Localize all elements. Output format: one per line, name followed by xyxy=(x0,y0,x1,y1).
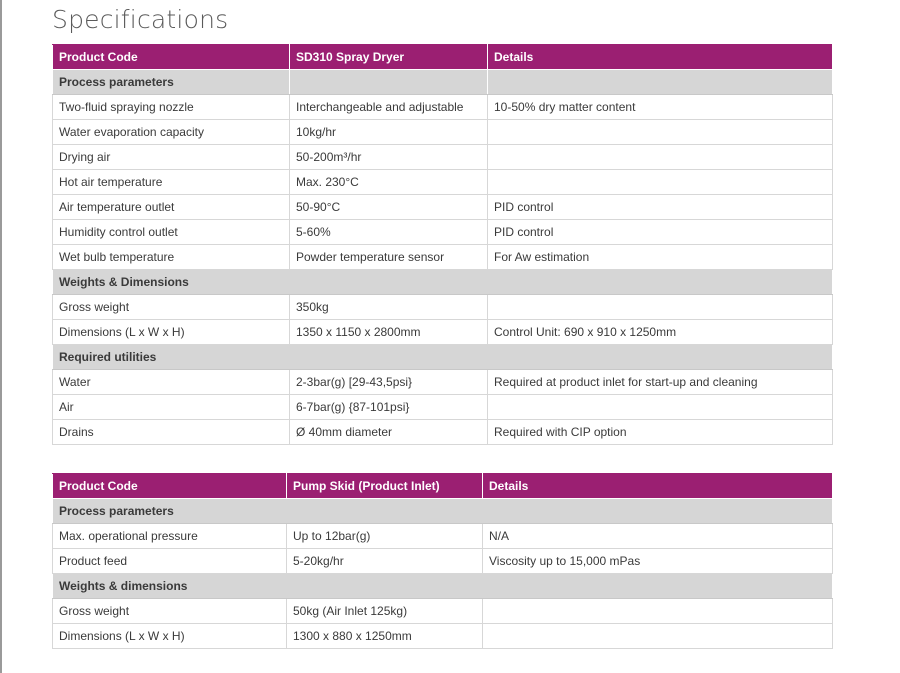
row-details xyxy=(488,120,833,145)
section-label: Required utilities xyxy=(53,345,833,370)
table-row xyxy=(53,120,833,145)
row-details: Viscosity up to 15,000 mPas xyxy=(483,549,833,574)
section-label: Weights & dimensions xyxy=(53,574,833,599)
section-spacer-cell xyxy=(488,70,833,95)
row-details: Control Unit: 690 x 910 x 1250mm xyxy=(488,320,833,345)
row-value: 6-7bar(g) {87-101psi} xyxy=(290,395,488,420)
row-details: Required at product inlet for start-up and cleaning xyxy=(488,370,833,395)
row-value: 50-90°C xyxy=(290,195,488,220)
table-row xyxy=(53,599,833,624)
column-header: Details xyxy=(488,45,833,70)
page-title: Specifications xyxy=(52,5,229,34)
table-header-row xyxy=(53,45,833,70)
row-value: Up to 12bar(g) xyxy=(287,524,483,549)
row-details xyxy=(483,599,833,624)
row-label: Dimensions (L x W x H) xyxy=(53,320,290,345)
table-row xyxy=(53,395,833,420)
row-value: 50kg (Air Inlet 125kg) xyxy=(287,599,483,624)
row-label: Humidity control outlet xyxy=(53,220,290,245)
column-header: Details xyxy=(483,474,833,499)
table-row xyxy=(53,170,833,195)
table-row xyxy=(53,245,833,270)
column-header: Product Code xyxy=(53,45,290,70)
spec-table-spray-dryer xyxy=(52,44,833,445)
row-details: For Aw estimation xyxy=(488,245,833,270)
row-label: Max. operational pressure xyxy=(53,524,287,549)
row-label: Drying air xyxy=(53,145,290,170)
table-row xyxy=(53,95,833,120)
table-row xyxy=(53,524,833,549)
section-header-row xyxy=(53,345,833,370)
row-value: 1350 x 1150 x 2800mm xyxy=(290,320,488,345)
column-header: Pump Skid (Product Inlet) xyxy=(287,474,483,499)
row-value: 5-60% xyxy=(290,220,488,245)
row-value: 10kg/hr xyxy=(290,120,488,145)
left-border xyxy=(0,0,2,673)
row-details xyxy=(488,145,833,170)
row-details xyxy=(488,295,833,320)
column-header: Product Code xyxy=(53,474,287,499)
table-row xyxy=(53,220,833,245)
row-label: Wet bulb temperature xyxy=(53,245,290,270)
row-details xyxy=(488,395,833,420)
row-value: 350kg xyxy=(290,295,488,320)
row-label: Product feed xyxy=(53,549,287,574)
section-header-row xyxy=(53,499,833,524)
row-value: 2-3bar(g) [29-43,5psi} xyxy=(290,370,488,395)
row-label: Water evaporation capacity xyxy=(53,120,290,145)
row-label: Water xyxy=(53,370,290,395)
row-label: Air xyxy=(53,395,290,420)
table-header-row xyxy=(53,474,833,499)
row-details: PID control xyxy=(488,220,833,245)
row-value: Max. 230°C xyxy=(290,170,488,195)
row-details: 10-50% dry matter content xyxy=(488,95,833,120)
row-details: N/A xyxy=(483,524,833,549)
row-details: PID control xyxy=(488,195,833,220)
row-value: 5-20kg/hr xyxy=(287,549,483,574)
section-header-row xyxy=(53,270,833,295)
table-row xyxy=(53,420,833,445)
table-row xyxy=(53,195,833,220)
row-value: Interchangeable and adjustable xyxy=(290,95,488,120)
row-label: Gross weight xyxy=(53,295,290,320)
row-value: 1300 x 880 x 1250mm xyxy=(287,624,483,649)
row-value: Ø 40mm diameter xyxy=(290,420,488,445)
section-header-row xyxy=(53,574,833,599)
table-row xyxy=(53,370,833,395)
row-value: Powder temperature sensor xyxy=(290,245,488,270)
table-row xyxy=(53,295,833,320)
table-row xyxy=(53,549,833,574)
section-label: Process parameters xyxy=(53,499,833,524)
row-label: Drains xyxy=(53,420,290,445)
section-label: Process parameters xyxy=(53,70,290,95)
row-details xyxy=(488,170,833,195)
column-header: SD310 Spray Dryer xyxy=(290,45,488,70)
table-row xyxy=(53,145,833,170)
row-label: Dimensions (L x W x H) xyxy=(53,624,287,649)
row-details: Required with CIP option xyxy=(488,420,833,445)
section-label: Weights & Dimensions xyxy=(53,270,833,295)
row-details xyxy=(483,624,833,649)
table-row xyxy=(53,624,833,649)
section-header-row xyxy=(53,70,833,95)
row-value: 50-200m³/hr xyxy=(290,145,488,170)
table-row xyxy=(53,320,833,345)
row-label: Air temperature outlet xyxy=(53,195,290,220)
row-label: Two-fluid spraying nozzle xyxy=(53,95,290,120)
section-spacer-cell xyxy=(290,70,488,95)
row-label: Gross weight xyxy=(53,599,287,624)
spec-table-pump-skid xyxy=(52,473,833,649)
row-label: Hot air temperature xyxy=(53,170,290,195)
